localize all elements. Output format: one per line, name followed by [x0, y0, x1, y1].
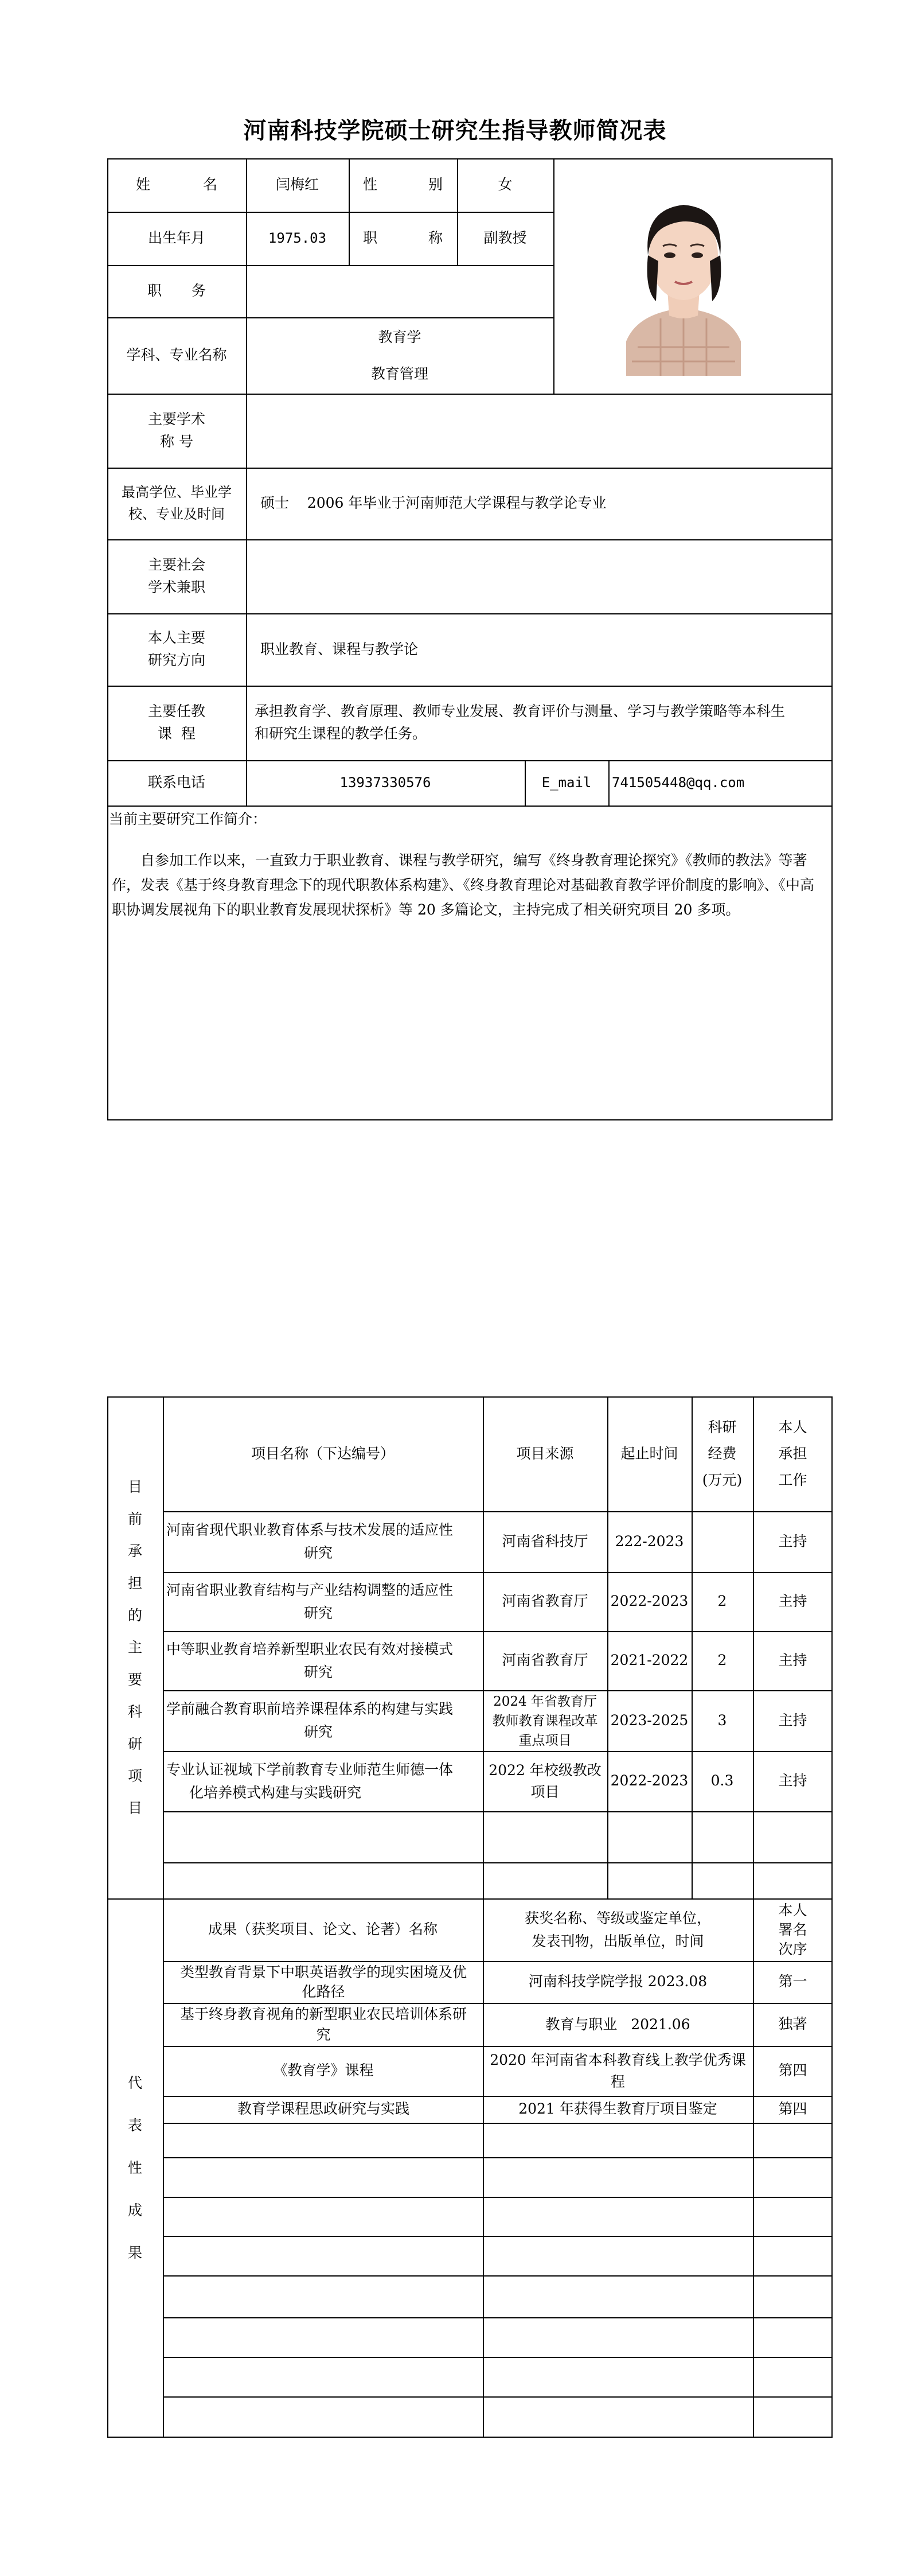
- achievement-rank-header: 本人 署名 次序: [778, 1901, 807, 1958]
- project-source: 河南省教育厅: [502, 1652, 588, 1669]
- achievements-side-label-char: 代: [127, 2075, 142, 2091]
- project-funding-header: 科研 经费 (万元): [702, 1419, 743, 1488]
- academic-title-value: [246, 394, 833, 468]
- project-period: 2022-2023: [610, 1593, 689, 1610]
- project-role: 主持: [778, 1532, 807, 1550]
- project-period: 2023-2025: [610, 1711, 689, 1729]
- achievements-side-label-char: 果: [127, 2244, 142, 2261]
- projects-side-label-char: 研: [127, 1735, 142, 1752]
- degree-value: 硕士 2006 年毕业于河南师范大学课程与教学论专业: [260, 495, 607, 512]
- achievement-detail: 教育与职业 2021.06: [545, 2015, 690, 2033]
- project-source: 河南省科技厅: [502, 1532, 588, 1550]
- birth-label: 出生年月: [147, 229, 205, 247]
- projects-side-label: [107, 1396, 163, 1898]
- discipline-label: 学科、专业名称: [126, 347, 227, 364]
- achievement-detail: 2021 年获得生教育厅项目鉴定: [518, 2100, 717, 2118]
- projects-side-label-char: 前: [127, 1510, 142, 1527]
- achievement-rank: 独著: [778, 2015, 807, 2033]
- social-label: 主要社会 学术兼职: [147, 556, 205, 596]
- achievements-side-label-char: 成: [127, 2202, 142, 2219]
- project-role: 主持: [778, 1593, 807, 1610]
- projects-side-label-char: 目: [127, 1799, 142, 1816]
- achievements-side-label: [107, 1898, 163, 2438]
- name-value: 闫梅红: [275, 176, 319, 193]
- teacher-photo: [603, 175, 764, 376]
- project-source: 2022 年校级教改 项目: [489, 1761, 602, 1800]
- project-role-header: 本人 承担 工作: [778, 1419, 807, 1488]
- project-funding: 3: [717, 1711, 727, 1729]
- birth-value: 1975.03: [268, 229, 327, 246]
- phone-value: 13937330576: [339, 774, 431, 791]
- degree-label: 最高学位、毕业学 校、专业及时间: [122, 484, 232, 522]
- research-label: 本人主要 研究方向: [147, 629, 205, 668]
- project-source: 河南省教育厅: [502, 1593, 588, 1610]
- project-period-header: 起止时间: [620, 1445, 678, 1462]
- achievement-detail: 2020 年河南省本科教育线上教学优秀课 程: [490, 2051, 746, 2090]
- projects-side-label-char: 担: [127, 1574, 142, 1591]
- academic-title-label: 主要学术 称 号: [147, 410, 205, 450]
- title-value: 副教授: [483, 229, 527, 247]
- projects-side-label-char: 的: [127, 1606, 142, 1624]
- achievement-detail-header: 获奖名称、等级或鉴定单位， 发表刊物，出版单位，时间: [524, 1909, 711, 1949]
- achievement-name-header: 成果（获奖项目、论文、论著）名称: [208, 1921, 438, 1938]
- name-label: 姓 名: [136, 176, 217, 193]
- title-label: 职 称: [363, 229, 443, 247]
- discipline-value: 教育学 教育管理: [370, 328, 428, 382]
- project-period: 222-2023: [615, 1532, 684, 1550]
- courses-label: 主要任教 课 程: [147, 703, 205, 742]
- project-funding: 2: [717, 1652, 727, 1669]
- achievement-name: 教育学课程思政研究与实践: [237, 2100, 409, 2118]
- research-value: 职业教育、课程与教学论: [260, 640, 419, 657]
- projects-side-label-char: 主: [127, 1639, 142, 1656]
- post-value: [246, 265, 553, 317]
- achievement-rank: 第一: [778, 1973, 807, 1990]
- project-name: 河南省职业教育结构与产业结构调整的适应性 研究: [166, 1581, 454, 1621]
- projects-side-label-char: 目: [127, 1478, 142, 1495]
- project-funding: [692, 1511, 753, 1572]
- social-value: [246, 539, 833, 613]
- project-name: 专业认证视域下学前教育专业师范生师德一体 化培养模式构建与实践研究: [166, 1761, 454, 1801]
- projects-side-label-char: 承: [127, 1542, 142, 1559]
- phone-label: 联系电话: [147, 774, 205, 791]
- achievements-side-label-char: 表: [127, 2117, 142, 2134]
- courses-value: 承担教育学、教育原理、教师专业发展、教育评价与测量、学习与教学策略等本科生 和研究生课程的教学任务。: [255, 703, 786, 742]
- email-label: E_mail: [541, 774, 592, 791]
- summary-text: 自参加工作以来，一直致力于职业教育、课程与教学研究，编写《终身教育理论探究》《教师的教法》等著作，发表《基于终身教育理念下的现代职教体系构建》、《终身教育理论对基础教育教学评价制度的影响》、《中高职协调发展视角下的职业教育发展现状探析》等 20 多篇论文，主持完成了相关研究项目 20 多项。: [112, 852, 815, 918]
- summary-heading: 当前主要研究工作简介：: [109, 810, 267, 827]
- project-source: 2024 年省教育厅 教师教育课程改革 重点项目: [492, 1694, 598, 1748]
- project-period: 2021-2022: [610, 1652, 689, 1669]
- email-value: 741505448@qq.com: [612, 774, 745, 791]
- project-role: 主持: [778, 1772, 807, 1789]
- project-name: 河南省现代职业教育体系与技术发展的适应性 研究: [166, 1522, 454, 1561]
- gender-label: 性 别: [363, 176, 443, 193]
- projects-side-label-char: 项: [127, 1767, 142, 1784]
- project-name-header: 项目名称（下达编号）: [251, 1445, 395, 1462]
- achievement-rank: 第四: [778, 2100, 807, 2118]
- page-title: 河南科技学院硕士研究生指导教师简况表: [243, 118, 667, 144]
- project-role: 主持: [778, 1652, 807, 1669]
- project-funding: 2: [717, 1593, 727, 1610]
- achievement-detail: 河南科技学院学报 2023.08: [528, 1973, 708, 1990]
- achievement-name: 类型教育背景下中职英语教学的现实困境及优 化路径: [179, 1963, 467, 2000]
- gender-value: 女: [498, 176, 513, 193]
- project-source-header: 项目来源: [516, 1445, 574, 1462]
- project-role: 主持: [778, 1711, 807, 1729]
- project-name: 学前融合教育职前培养课程体系的构建与实践 研究: [166, 1701, 454, 1740]
- achievement-name: 《教育学》课程: [273, 2062, 374, 2079]
- project-period: 2022-2023: [610, 1772, 689, 1789]
- project-funding: 0.3: [710, 1772, 734, 1789]
- achievement-name: 基于终身教育视角的新型职业农民培训体系研 究: [179, 2005, 467, 2043]
- projects-side-label-char: 科: [127, 1703, 142, 1720]
- project-name: 中等职业教育培养新型职业农民有效对接模式 研究: [166, 1640, 454, 1680]
- projects-side-label-char: 要: [127, 1671, 142, 1688]
- achievement-rank: 第四: [778, 2062, 807, 2079]
- achievements-side-label-char: 性: [127, 2159, 142, 2176]
- post-label: 职 务: [147, 282, 206, 299]
